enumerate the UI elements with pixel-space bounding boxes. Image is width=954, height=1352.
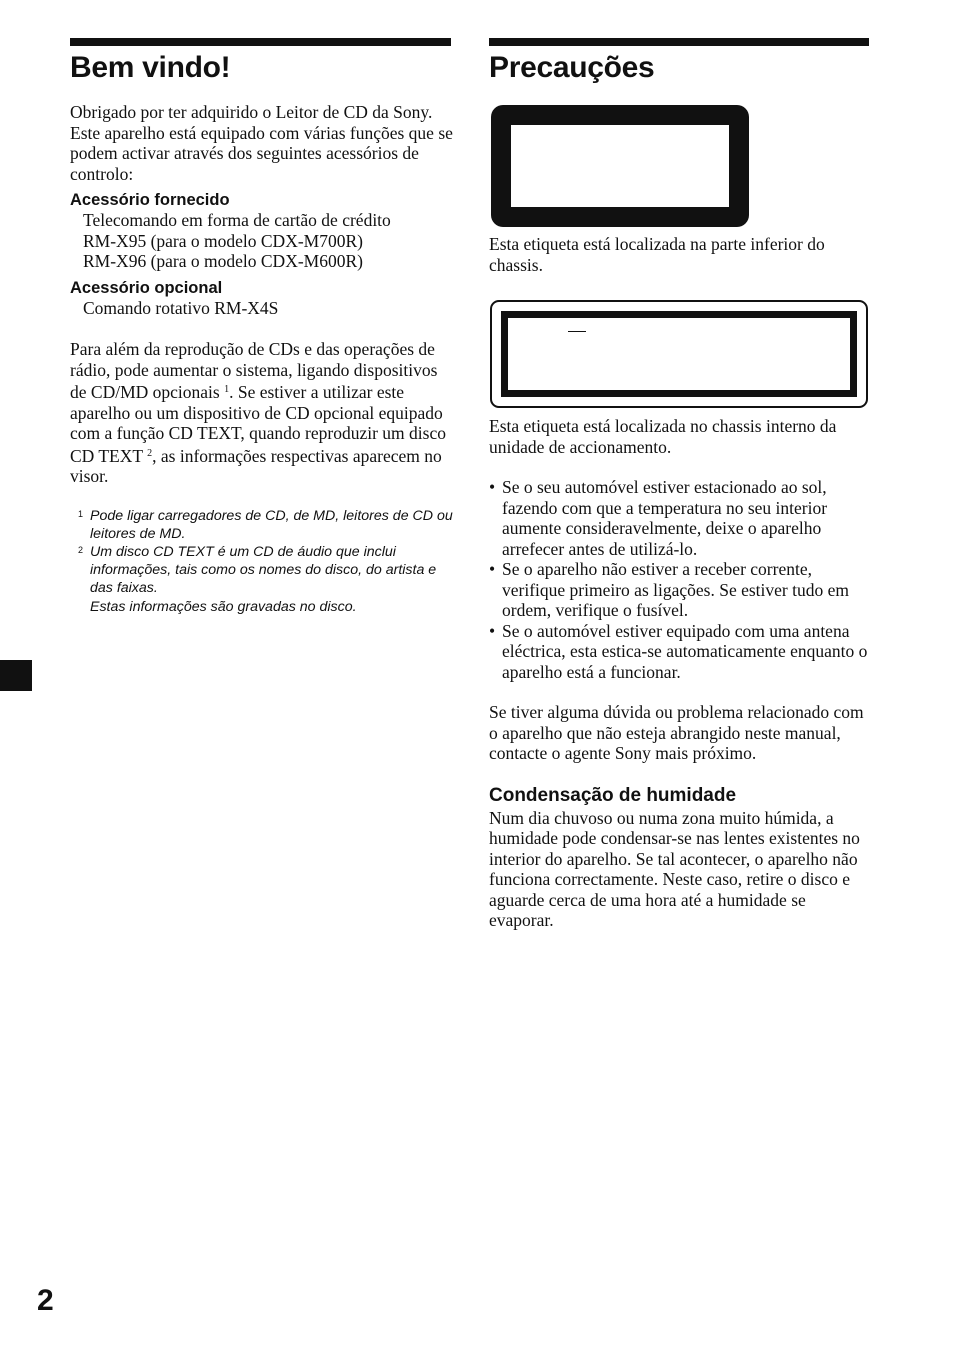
footnote-text: Um disco CD TEXT é um CD de áudio que inclui informações, tais como os nomes do disco, do artista e das faixas. [90, 543, 437, 597]
footnote-number: 1 [78, 508, 84, 519]
supplied-item: RM-X95 (para o modelo CDX-M700R) [83, 230, 363, 251]
label1-caption: Esta etiqueta está localizada na parte inferior do chassis. [489, 234, 825, 275]
footnote-ref-2: 2 [147, 447, 153, 459]
supplied-item: RM-X96 (para o modelo CDX-M600R) [83, 251, 363, 271]
optional-accessory-list [70, 298, 454, 319]
page-number: 2 [37, 1284, 54, 1317]
system-paragraph-part: , as informações respectivas aparecem no visor. [70, 445, 442, 486]
caution-label-mark [568, 331, 586, 332]
precautions-list [489, 477, 873, 682]
list-item [489, 559, 873, 621]
optional-accessory-heading: Acessório opcional [70, 278, 223, 297]
title-rule-left [70, 38, 451, 46]
intro-paragraph: Obrigado por ter adquirido o Leitor de CD da Sony. Este aparelho está equipado com várias funções que se podem activar através dos seguintes acessórios de controlo: [70, 102, 453, 184]
caution-label-image-2 [490, 300, 868, 408]
list-item [489, 621, 873, 683]
right-column-body [489, 416, 873, 931]
list-item [489, 477, 873, 559]
supplied-accessory-list [70, 210, 454, 272]
footnote-2 [70, 543, 454, 616]
contact-paragraph: Se tiver alguma dúvida ou problema relacionado com o aparelho que não esteja abrangido neste manual, contacte o agente Sony mais próximo. [489, 702, 864, 763]
system-paragraph-part: Para além da reprodução de CDs e das operações de rádio, pode aumentar o sistema, ligando dispositivos de CD/MD opcionais [70, 339, 438, 402]
supplied-item: Telecomando em forma de cartão de crédito [83, 210, 391, 230]
list-item-text: Se o seu automóvel estiver estacionado ao sol, fazendo com que a temperatura no seu interior aumente consideravelmente, deixe o aparelho arrefecer antes de utilizá-lo. [502, 477, 828, 559]
system-paragraph [70, 339, 454, 487]
optional-item: Comando rotativo RM-X4S [83, 297, 279, 318]
bullet-icon: • [489, 620, 496, 641]
label2-caption: Esta etiqueta está localizada no chassis interno da unidade de accionamento. [489, 416, 837, 457]
condensation-paragraph: Num dia chuvoso ou numa zona muito húmida, a humidade pode condensar-se nas lentes existentes no interior do aparelho. Se tal acontecer, o aparelho não funciona correctamente. Neste caso, retire o disco e aguarde cerca de uma hora até a humidade se evaporar. [489, 807, 860, 930]
footnote-ref-1: 1 [224, 384, 230, 395]
list-item-text: Se o automóvel estiver equipado com uma antena eléctrica, esta estica-se automaticamente enquanto o aparelho está a funcionar. [502, 620, 868, 682]
footnote-text-extra: Estas informações são gravadas no disco. [90, 598, 357, 615]
page-title-precautions: Precauções [489, 51, 655, 84]
bullet-icon: • [489, 477, 496, 497]
bullet-icon: • [489, 559, 496, 579]
page-title-welcome: Bem vindo! [70, 51, 231, 84]
footnote-number: 2 [78, 544, 84, 555]
supplied-accessory-heading: Acessório fornecido [70, 191, 230, 209]
footnotes [70, 507, 454, 616]
caution-label-inner-frame [501, 311, 857, 397]
system-paragraph-part: . Se estiver a utilizar este aparelho ou um dispositivo de CD opcional equipado com a função CD TEXT, quando reproduzir um disco CD TEXT [70, 382, 446, 466]
footnote-text: Pode ligar carregadores de CD, de MD, leitores de CD ou leitores de MD. [90, 507, 453, 542]
left-column-body [70, 102, 454, 616]
condensation-heading: Condensação de humidade [489, 784, 737, 806]
section-tab-marker [0, 660, 32, 691]
footnote-1 [70, 507, 454, 543]
list-item-text: Se o aparelho não estiver a receber corrente, verifique primeiro as ligações. Se estiver tudo em ordem, verifique o fusível. [502, 559, 849, 620]
title-rule-right [489, 38, 869, 46]
caution-label-image-1 [491, 105, 749, 227]
